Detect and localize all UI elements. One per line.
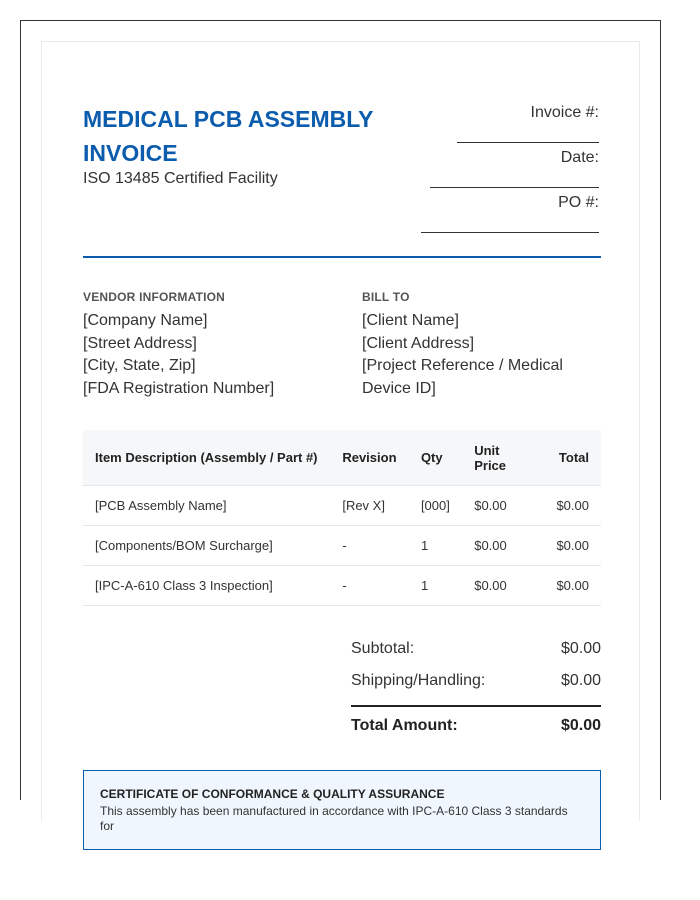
subtotal-label: Subtotal: — [351, 640, 415, 657]
subtotal-row — [351, 638, 601, 670]
invoice-page — [41, 41, 640, 833]
cell-unit-price: $0.00 — [462, 526, 534, 566]
totals-divider — [351, 705, 601, 707]
cell-total: $0.00 — [535, 566, 601, 606]
bill-to-heading: BILL TO — [362, 290, 410, 304]
table-header-row — [83, 430, 601, 486]
table-row — [83, 526, 601, 566]
date-field[interactable] — [399, 149, 599, 194]
invoice-title — [83, 102, 423, 170]
po-number-field[interactable] — [399, 194, 599, 239]
date-label: Date: — [560, 149, 599, 166]
invoice-number-label: Invoice #: — [530, 104, 599, 121]
cell-qty: [000] — [409, 486, 462, 526]
total-amount-row — [351, 717, 601, 735]
cell-revision: [Rev X] — [330, 486, 409, 526]
title-line-2: INVOICE — [83, 140, 178, 166]
vendor-heading: VENDOR INFORMATION — [83, 290, 226, 304]
shipping-value: $0.00 — [560, 672, 601, 689]
bill-to-line: [Project Reference / Medical — [362, 357, 563, 374]
certificate-box — [83, 770, 601, 850]
vendor-line: [Company Name] — [83, 312, 208, 329]
title-line-1: MEDICAL PCB ASSEMBLY — [83, 106, 374, 132]
col-header-qty: Qty — [409, 430, 462, 486]
date-line[interactable] — [430, 187, 599, 188]
vendor-address — [83, 310, 274, 400]
line-items-table — [83, 430, 601, 606]
document-frame — [20, 20, 661, 833]
table-row — [83, 566, 601, 606]
cell-description: [IPC-A-610 Class 3 Inspection] — [83, 566, 330, 606]
bill-to-address — [362, 310, 563, 400]
facility-subtitle: ISO 13485 Certified Facility — [83, 170, 278, 187]
col-header-unit-price: Unit Price — [462, 430, 534, 486]
bill-to-line: [Client Address] — [362, 334, 475, 352]
col-header-total: Total — [535, 430, 601, 486]
vendor-line: [City, State, Zip] — [83, 357, 196, 374]
cell-total: $0.00 — [535, 526, 601, 566]
subtotal-value: $0.00 — [560, 640, 601, 657]
cell-revision: - — [330, 566, 409, 606]
totals-block — [351, 638, 601, 735]
cell-description: [PCB Assembly Name] — [83, 486, 330, 526]
cell-total: $0.00 — [535, 486, 601, 526]
cell-revision: - — [330, 526, 409, 566]
certificate-body: This assembly has been manufactured in accordance with IPC-A-610 Class 3 standards for — [100, 804, 568, 833]
cell-qty: 1 — [409, 526, 462, 566]
total-amount-label: Total Amount: — [351, 717, 458, 734]
col-header-revision: Revision — [330, 430, 409, 486]
po-number-label: PO #: — [558, 194, 599, 211]
vendor-line: [FDA Registration Number] — [83, 379, 275, 397]
bill-to-line: Device ID] — [362, 379, 436, 397]
shipping-label: Shipping/Handling: — [351, 672, 486, 689]
vendor-line: [Street Address] — [83, 334, 197, 352]
invoice-meta — [399, 104, 599, 239]
invoice-number-line[interactable] — [457, 142, 599, 143]
col-header-description: Item Description (Assembly / Part #) — [83, 430, 330, 486]
cell-unit-price: $0.00 — [462, 486, 534, 526]
invoice-number-field[interactable] — [399, 104, 599, 149]
bill-to-line: [Client Name] — [362, 312, 459, 329]
shipping-row — [351, 670, 601, 702]
cell-description: [Components/BOM Surcharge] — [83, 526, 330, 566]
cell-unit-price: $0.00 — [462, 566, 534, 606]
header-divider — [83, 256, 601, 258]
cell-qty: 1 — [409, 566, 462, 606]
certificate-title: CERTIFICATE OF CONFORMANCE & QUALITY ASSURANCE — [100, 787, 445, 801]
table-row — [83, 486, 601, 526]
po-number-line[interactable] — [421, 232, 599, 233]
total-amount-value: $0.00 — [560, 717, 601, 734]
